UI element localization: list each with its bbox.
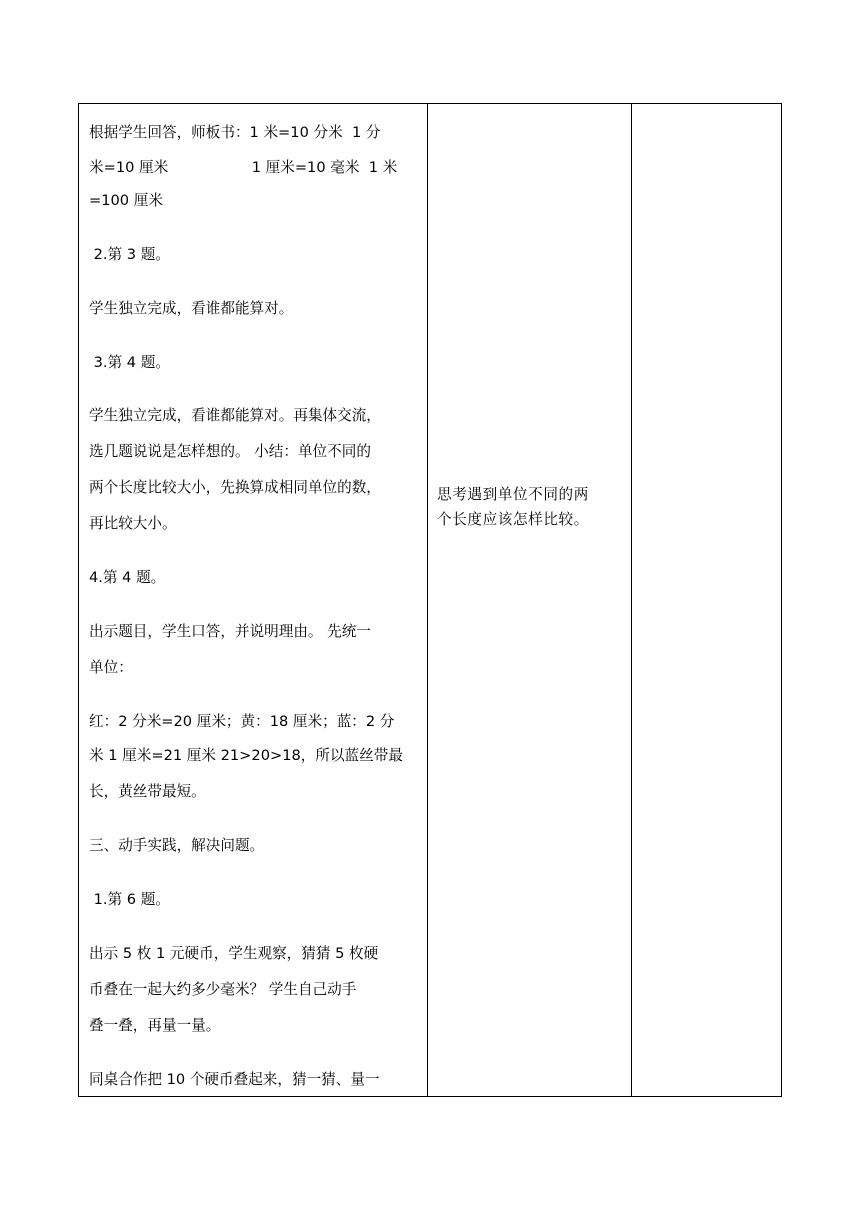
note-line: 思考遇到单位不同的两 <box>437 486 589 503</box>
text-line: =100 厘米 <box>89 192 163 209</box>
text-line: 选几题说说是怎样想的。 小结：单位不同的 <box>89 443 371 460</box>
text-line: 再比较大小。 <box>89 515 177 532</box>
text-line: 红：2 分米=20 厘米；黄：18 厘米；蓝：2 分 <box>89 713 395 730</box>
text-line: 米 1 厘米=21 厘米 21>20>18，所以蓝丝带最 <box>89 747 403 764</box>
note-line: 个长度应该怎样比较。 <box>437 511 589 528</box>
text-line: 同桌合作把 10 个硬币叠起来，猜一猜、量一 <box>89 1071 380 1088</box>
text-line: 币叠在一起大约多少毫米？ 学生自己动手 <box>89 981 357 998</box>
text-line: 出示 5 枚 1 元硬币，学生观察，猜猜 5 枚硬 <box>89 945 379 962</box>
student-activity-cell <box>428 104 632 1096</box>
text-line: 两个长度比较大小，先换算成相同单位的数， <box>89 479 381 496</box>
text-line: 三、动手实践，解决问题。 <box>89 837 265 854</box>
text-line: 学生独立完成，看谁都能算对。 <box>89 300 294 317</box>
text-line: 3.第 4 题。 <box>89 354 170 371</box>
student-note <box>437 482 627 532</box>
text-line: 2.第 3 题。 <box>89 246 170 263</box>
text-line: 米=10 厘米 1 厘米=10 毫米 1 米 <box>89 159 398 176</box>
text-line: 长，黄丝带最短。 <box>89 783 206 800</box>
lesson-table <box>78 103 782 1097</box>
teaching-process-cell <box>79 104 428 1096</box>
text-line: 学生独立完成，看谁都能算对。再集体交流， <box>89 407 381 424</box>
text-line: 出示题目，学生口答，并说明理由。 先统一 <box>89 623 371 640</box>
text-line: 根据学生回答，师板书：1 米=10 分米 1 分 <box>89 124 381 141</box>
text-line: 1.第 6 题。 <box>89 891 170 908</box>
text-line: 4.第 4 题。 <box>89 569 166 586</box>
text-line: 叠一叠，再量一量。 <box>89 1017 221 1034</box>
text-line: 单位： <box>89 659 133 676</box>
design-notes-cell <box>632 104 781 1096</box>
